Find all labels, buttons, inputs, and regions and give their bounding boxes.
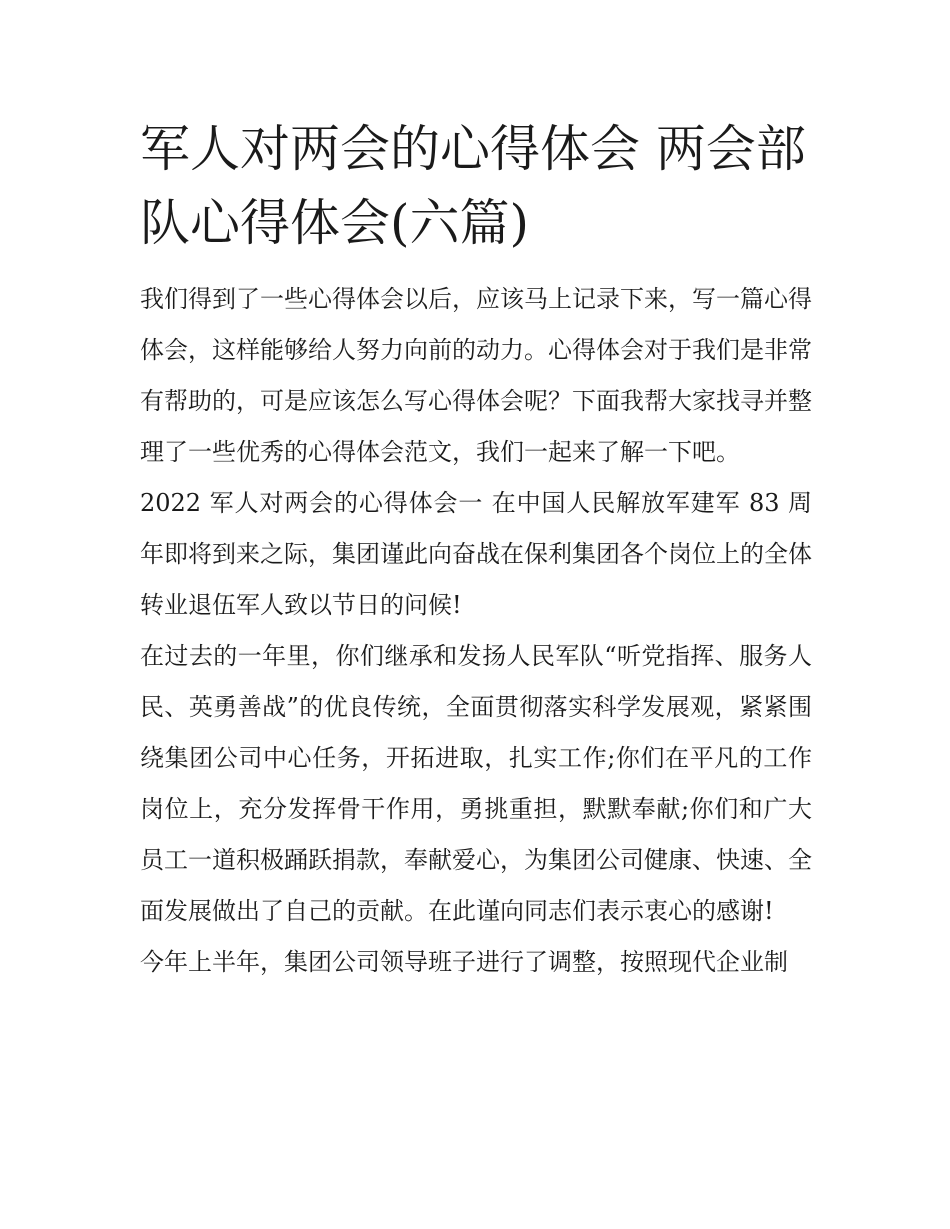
paragraph-intro: 我们得到了一些心得体会以后，应该马上记录下来，写一篇心得体会，这样能够给人努力向前的动力。心得体会对于我们是非常有帮助的，可是应该怎么写心得体会呢？下面我帮大家找寻并整理了一些优秀的心得体会范文，我们一起来了解一下吧。 xyxy=(140,285,812,466)
paragraph-this-year: 今年上半年，集团公司领导班子进行了调整，按照现代企业制 xyxy=(140,948,788,976)
document-page xyxy=(140,112,812,988)
document-title: 军人对两会的心得体会 两会部队心得体会(六篇) xyxy=(140,120,806,252)
paragraph-past-year: 在过去的一年里，你们继承和发扬人民军队“听党指挥、服务人民、英勇善战”的优良传统，全面贯彻落实科学发展观，紧紧围绕集团公司中心任务，开拓进取，扎实工作;你们在平凡的工作岗位上，充分发挥骨干作用，勇挑重担，默默奉献;你们和广大员工一道积极踊跃捐款，奉献爱心，为集团公司健康、快速、全面发展做出了自己的贡献。在此谨向同志们表示衷心的感谢! xyxy=(140,642,812,925)
paragraph-greeting: 2022 军人对两会的心得体会一 在中国人民解放军建军 83 周年即将到来之际，集团谨此向奋战在保利集团各个岗位上的全体转业退伍军人致以节日的问候! xyxy=(140,489,812,619)
